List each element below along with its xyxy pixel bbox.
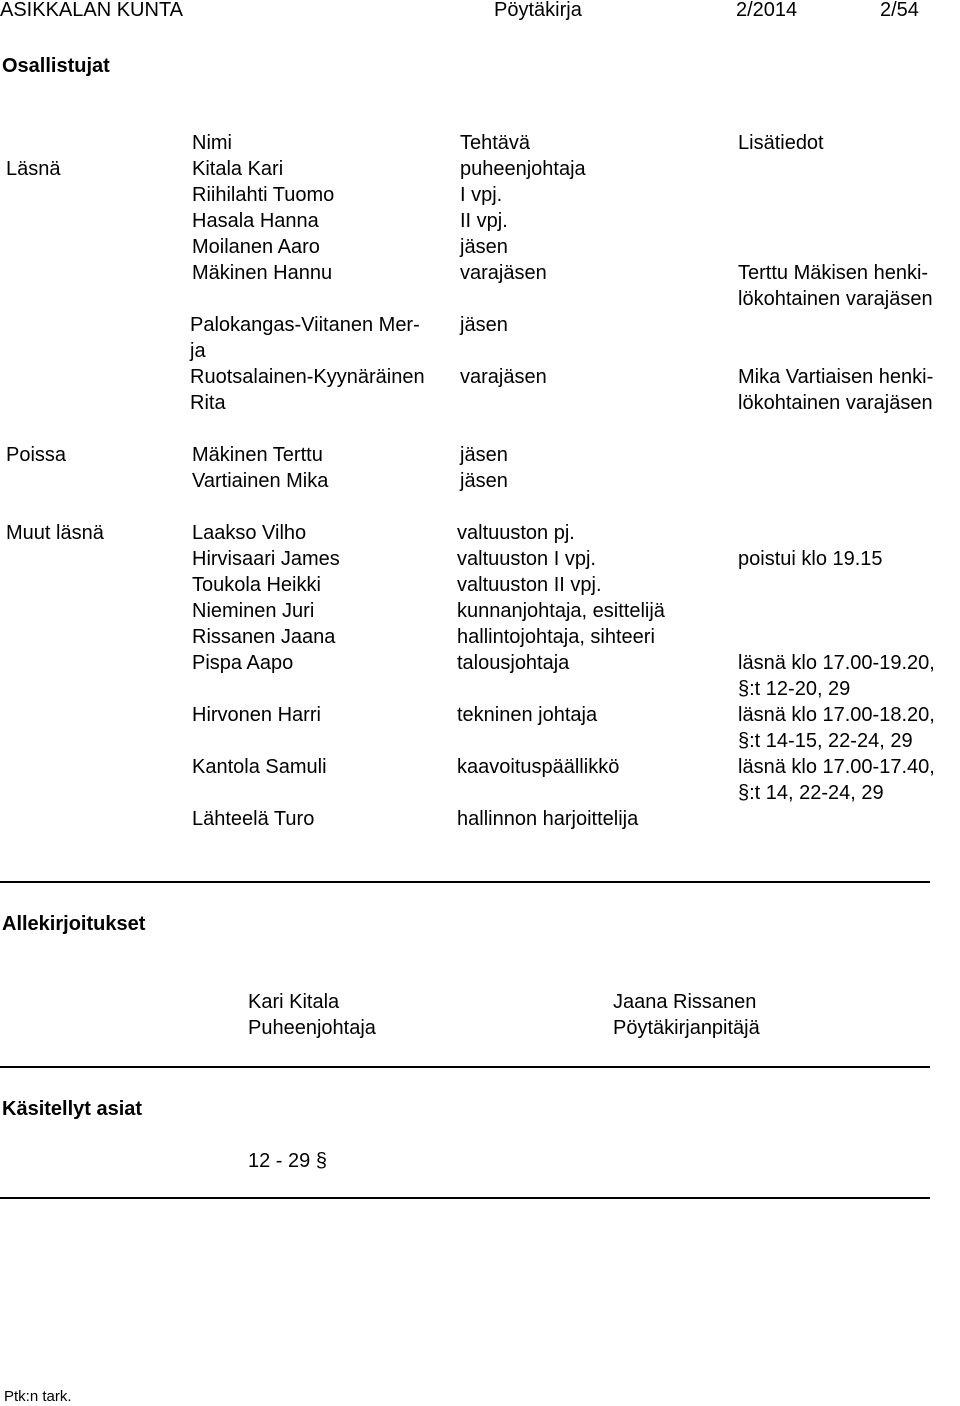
participant-role: hallintojohtaja, sihteeri: [457, 626, 655, 648]
participant-info-continued: §:t 12-20, 29: [738, 678, 851, 700]
participant-role: varajäsen: [460, 366, 547, 388]
participant-name: Riihilahti Tuomo: [192, 184, 335, 206]
signatures-heading: Allekirjoitukset: [2, 913, 146, 935]
participant-info: läsnä klo 17.00-19.20,: [738, 652, 935, 674]
participant-role: tekninen johtaja: [457, 704, 598, 726]
section-divider: [0, 1197, 930, 1199]
participant-role: kaavoituspäällikkö: [457, 756, 620, 778]
participant-role: valtuuston II vpj.: [457, 574, 602, 596]
column-header-role: Tehtävä: [460, 132, 531, 154]
participant-name: Laakso Vilho: [192, 522, 307, 544]
section-divider: [0, 1066, 930, 1068]
present-label: Läsnä: [6, 158, 61, 180]
participant-info: poistui klo 19.15: [738, 548, 883, 570]
participant-info: läsnä klo 17.00-18.20,: [738, 704, 935, 726]
handled-items-heading: Käsitellyt asiat: [2, 1098, 143, 1120]
secretary-name: Jaana Rissanen: [613, 991, 757, 1013]
participant-name-continued: Rita: [190, 392, 226, 414]
participant-role: hallinnon harjoittelija: [457, 808, 639, 830]
participant-name: Nieminen Juri: [192, 600, 315, 622]
footer-note: Ptk:n tark.: [4, 1388, 72, 1405]
participant-role: puheenjohtaja: [460, 158, 586, 180]
secretary-title: Pöytäkirjanpitäjä: [613, 1017, 760, 1039]
participant-info-continued: lökohtainen varajäsen: [738, 288, 933, 310]
others-present-label: Muut läsnä: [6, 522, 104, 544]
participant-role: jäsen: [460, 314, 508, 336]
participant-role: valtuuston I vpj.: [457, 548, 596, 570]
participant-name: Moilanen Aaro: [192, 236, 320, 258]
participant-role: I vpj.: [460, 184, 503, 206]
participant-name: Vartiainen Mika: [192, 470, 329, 492]
participant-role: jäsen: [460, 236, 508, 258]
page-number: 2/54: [880, 0, 919, 21]
participants-heading: Osallistujat: [2, 55, 110, 77]
participant-role: valtuuston pj.: [457, 522, 575, 544]
participant-info-continued: §:t 14, 22-24, 29: [738, 782, 884, 804]
organization-name: ASIKKALAN KUNTA: [0, 0, 184, 21]
participant-name: Hirvisaari James: [192, 548, 340, 570]
participant-name-continued: ja: [190, 340, 206, 362]
participant-name: Mäkinen Hannu: [192, 262, 333, 284]
column-header-info: Lisätiedot: [738, 132, 824, 154]
participant-info-continued: §:t 14-15, 22-24, 29: [738, 730, 913, 752]
participant-name: Palokangas-Viitanen Mer-: [190, 314, 420, 336]
participant-info-continued: lökohtainen varajäsen: [738, 392, 933, 414]
participant-role: II vpj.: [460, 210, 508, 232]
participant-role: talousjohtaja: [457, 652, 570, 674]
section-divider: [0, 881, 930, 883]
participant-name: Hasala Hanna: [192, 210, 319, 232]
participant-name: Kitala Kari: [192, 158, 284, 180]
participant-name: Ruotsalainen-Kyynäräinen: [190, 366, 425, 388]
participant-name: Rissanen Jaana: [192, 626, 336, 648]
participant-name: Lähteelä Turo: [192, 808, 315, 830]
column-header-name: Nimi: [192, 132, 232, 154]
participant-info: Terttu Mäkisen henki-: [738, 262, 929, 284]
participant-role: kunnanjohtaja, esittelijä: [457, 600, 665, 622]
document-type: Pöytäkirja: [494, 0, 582, 21]
participant-name: Kantola Samuli: [192, 756, 327, 778]
absent-label: Poissa: [6, 444, 67, 466]
participant-name: Toukola Heikki: [192, 574, 321, 596]
document-number: 2/2014: [736, 0, 798, 21]
chair-name: Kari Kitala: [248, 991, 340, 1013]
participant-role: varajäsen: [460, 262, 547, 284]
participant-name: Mäkinen Terttu: [192, 444, 323, 466]
participant-role: jäsen: [460, 470, 508, 492]
participant-info: Mika Vartiaisen henki-: [738, 366, 934, 388]
participant-role: jäsen: [460, 444, 508, 466]
chair-title: Puheenjohtaja: [248, 1017, 376, 1039]
participant-name: Pispa Aapo: [192, 652, 294, 674]
participant-info: läsnä klo 17.00-17.40,: [738, 756, 935, 778]
handled-items-range: 12 - 29 §: [248, 1150, 327, 1172]
participant-name: Hirvonen Harri: [192, 704, 321, 726]
